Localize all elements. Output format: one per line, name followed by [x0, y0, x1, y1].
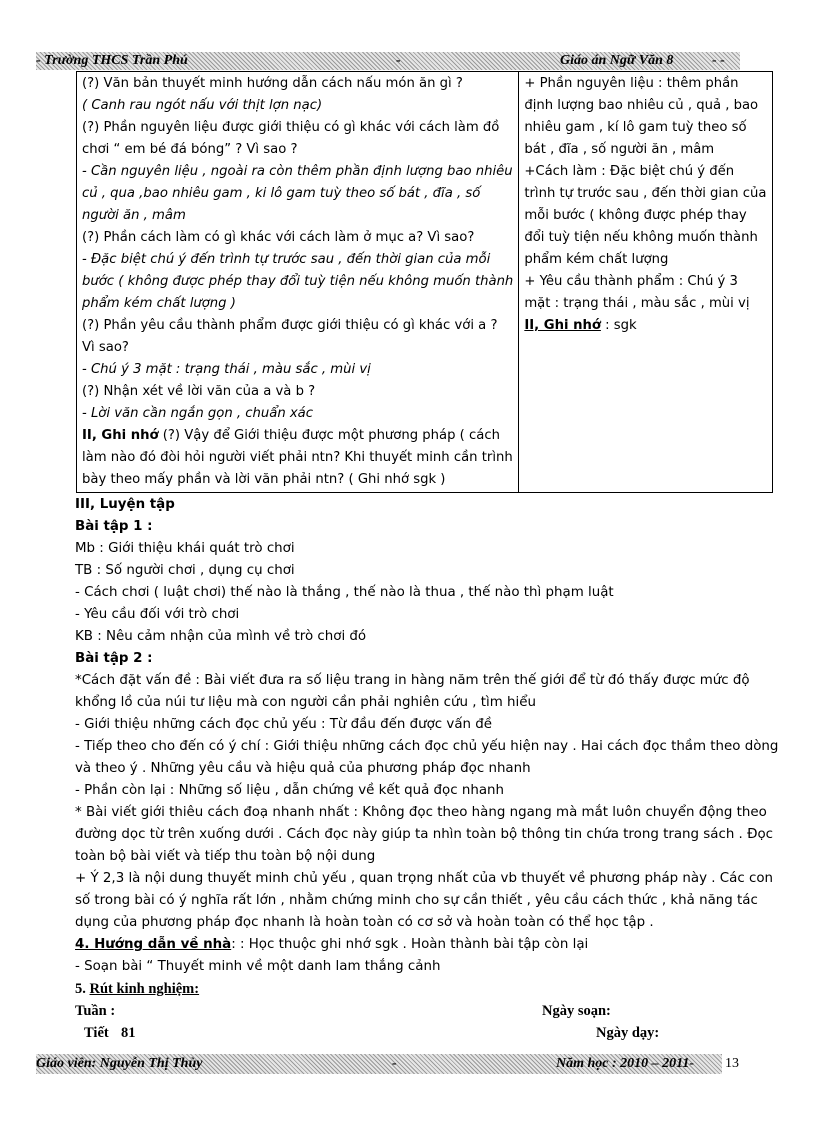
week-label: Tuần : — [75, 1003, 116, 1019]
teacher-questions-column — [77, 72, 519, 493]
right-note-text: : sgk — [600, 318, 637, 333]
practice-heading: III, Luyện tập — [75, 497, 175, 512]
table-question-item: (?) Phần cách làm có gì khác với cách làm ở mục a? Vì sao? — [82, 230, 475, 245]
exercise-1-heading: Bài tập 1 : — [75, 519, 153, 534]
footer-school-year: Năm học : 2010 – 2011- — [556, 1056, 695, 1071]
header-school: - Trường THCS Trần Phú — [36, 53, 188, 68]
table-question-item: ( Canh rau ngót nấu với thịt lợn nạc) — [82, 98, 323, 113]
lesson-table — [76, 71, 773, 493]
exercise-1-lines — [75, 538, 785, 648]
left-note-heading: II, Ghi nhớ — [82, 428, 159, 443]
table-question-item: (?) Phần yêu cầu thành phẩm được giới thiệu có gì khác với a ? Vì sao? — [82, 318, 498, 355]
page-header — [36, 52, 740, 70]
lesson-body — [75, 494, 785, 1044]
period-label: Tiết — [84, 1025, 109, 1041]
experience-label: Rút kinh nghiệm: — [89, 981, 200, 997]
table-content-item: +Cách làm : Đặc biệt chú ý đến trình tự trước sau , đến thời gian của mỗi bước ( không được phép thay đổi tuỳ tiện nếu không muốn thành phẩm kém chất lượng — [524, 164, 767, 267]
footer-teacher: Giáo viên: Nguyễn Thị Thùy — [36, 1056, 203, 1071]
prepare-line: - Soạn bài “ Thuyết minh về một danh lam thắng cảnh — [75, 959, 441, 974]
exercise-2-paragraph: - Phần còn lại : Những số liệu , dẫn chứng về kết quả đọc nhanh — [75, 783, 505, 798]
right-note-paragraph — [524, 315, 767, 337]
date-taught-label: Ngày dạy: — [596, 1025, 660, 1041]
content-list — [524, 73, 767, 315]
left-note-text: (?) Vậy để Giới thiệu được một phương pháp ( cách làm nào đó đòi hỏi người viết phải ntn? Khi thuyết minh cần trình bày theo mấy phần và lời văn phải ntn? ( Ghi nhớ sgk ) — [82, 428, 513, 487]
exercise-1-line: - Cách chơi ( luật chơi) thế nào là thắng , thế nào là thua , thế nào thì phạm luật — [75, 585, 614, 600]
experience-number: 5. — [75, 981, 90, 997]
exercise-2-paragraphs — [75, 670, 785, 934]
left-note-paragraph — [82, 425, 513, 491]
homework-label: 4. Hướng dẫn về nhà — [75, 937, 232, 952]
period-row — [75, 1022, 785, 1044]
content-column — [519, 72, 773, 493]
table-question-item: - Đặc biệt chú ý đến trình tự trước sau , đến thời gian của mỗi bước ( không được phép thay đổi tuỳ tiện nếu không muốn thành phẩm kém chất lượng ) — [82, 252, 514, 311]
page-number: 13 — [725, 1056, 739, 1071]
exercise-2-paragraph: + Ý 2,3 là nội dung thuyết minh chủ yếu , quan trọng nhất của vb thuyết về phương pháp này . Các con số trong bài có ý nghĩa rất lớn , nhằm chứng minh cho sự cần thiết , yêu cầu cách thức , khả năng tác dụng của phương pháp đọc nhanh là hoàn toàn có cơ sở và hoàn toàn có thể học tập . — [75, 871, 774, 930]
footer-dash: - — [392, 1056, 397, 1071]
exercise-2-heading: Bài tập 2 : — [75, 651, 153, 666]
week-row — [75, 1000, 785, 1022]
table-content-item: + Phần nguyên liệu : thêm phần định lượng bao nhiêu củ , quả , bao nhiêu gam , kí lô gam tuỳ theo số bát , đĩa , số người ăn , mâm — [524, 76, 759, 157]
experience-line — [75, 978, 785, 1000]
table-question-item: (?) Nhận xét về lời văn của a và b ? — [82, 384, 316, 399]
table-question-item: - Cần nguyên liệu , ngoài ra còn thêm phần định lượng bao nhiêu củ , qua ,bao nhiêu gam , ki lô gam tuỳ theo số bát , đĩa , số người ăn , mâm — [82, 164, 513, 223]
header-subject: Giáo án Ngữ Văn 8 — [560, 53, 674, 68]
exercise-1-line: - Yêu cầu đối với trò chơi — [75, 607, 240, 622]
exercise-2-paragraph: - Tiếp theo cho đến có ý chí : Giới thiệu những cách đọc chủ yếu hiện nay . Hai cách đọc thầm theo dòng và theo ý . Những yêu cầu và hiệu quả của phương pháp đọc nhanh — [75, 739, 779, 776]
right-note-heading: II, Ghi nhớ — [524, 318, 601, 333]
exercise-2-paragraph: - Giới thiệu những cách đọc chủ yếu : Từ đầu đến được vấn đề — [75, 717, 493, 732]
table-question-item: - Chú ý 3 mặt : trạng thái , màu sắc , mùi vị — [82, 362, 371, 377]
period-number: 81 — [121, 1025, 136, 1041]
table-question-item: (?) Văn bản thuyết minh hướng dẫn cách nấu món ăn gì ? — [82, 76, 463, 91]
homework-line — [75, 934, 785, 956]
header-dash-end: - - — [712, 53, 725, 68]
table-question-item: - Lời văn cần ngắn gọn , chuẩn xác — [82, 406, 314, 421]
homework-text: : : Học thuộc ghi nhớ sgk . Hoàn thành bài tập còn lại — [231, 937, 589, 952]
exercise-1-line: Mb : Giới thiệu khái quát trò chơi — [75, 541, 295, 556]
exercise-1-line: TB : Số người chơi , dụng cụ chơi — [75, 563, 295, 578]
header-dash: - — [396, 53, 401, 68]
date-written-label: Ngày soạn: — [542, 1003, 611, 1019]
table-content-item: + Yêu cầu thành phẩm : Chú ý 3 mặt : trạng thái , màu sắc , mùi vị — [524, 274, 750, 311]
exercise-2-paragraph: *Cách đặt vấn đề : Bài viết đưa ra số liệu trang in hàng năm trên thế giới để từ đó thấy được mức độ khổng lồ của núi tư liệu mà con người cần phải nghiên cứu , tìm hiểu — [75, 673, 750, 710]
page-footer — [36, 1054, 722, 1074]
question-answer-list — [82, 73, 513, 425]
exercise-2-paragraph: * Bài viết giới thiêu cách đoạ nhanh nhất : Không đọc theo hàng ngang mà mắt luôn chuyển động theo đường dọc từ trên xuống dưới . Cách đọc này giúp ta nhìn toàn bộ thông tin chứa trong trang sách . Đọc toàn bộ bài viết và tiếp thu toàn bộ nội dung — [75, 805, 774, 864]
table-question-item: (?) Phần nguyên liệu được giới thiệu có gì khác với cách làm đồ chơi “ em bé đá bóng” ? Vì sao ? — [82, 120, 500, 157]
exercise-1-line: KB : Nêu cảm nhận của mình về trò chơi đó — [75, 629, 367, 644]
